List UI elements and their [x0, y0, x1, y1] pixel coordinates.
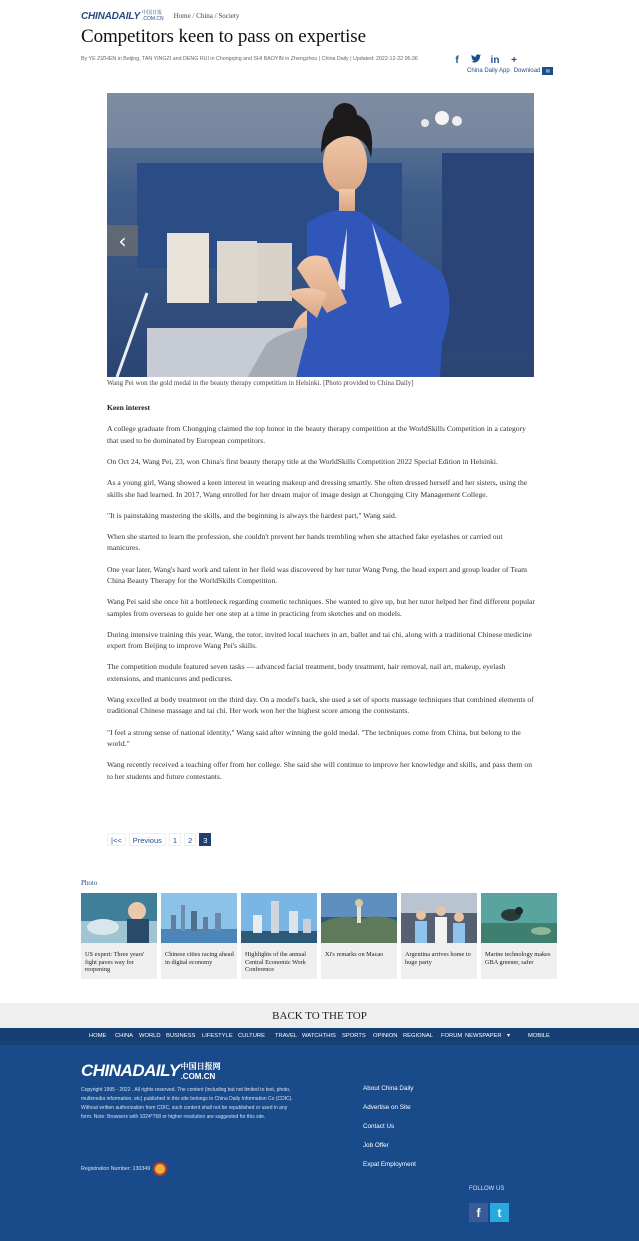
- footer-link-jobs[interactable]: Job Offer: [363, 1142, 389, 1149]
- gallery-item-title: Xi's remarks on Macao: [325, 951, 384, 958]
- gallery-thumbnail: [241, 893, 317, 943]
- footer-nav-lifestyle[interactable]: LIFESTYLE: [202, 1033, 233, 1039]
- breadcrumb-sep: /: [190, 12, 197, 20]
- pager-page-1[interactable]: 1: [169, 833, 181, 846]
- footer-nav-mobile[interactable]: MOBILE: [528, 1033, 550, 1039]
- registration-text: Registration Number: 130349: [81, 1166, 151, 1172]
- gallery-thumbnail: [161, 893, 237, 943]
- twitter-icon[interactable]: [471, 54, 481, 66]
- gallery-item-title: Highlights of the annual Central Economic Work Conference: [245, 951, 307, 974]
- photo-caption: Wang Pei won the gold medal in the beauty therapy competition in Helsinki. [Photo provided to China Daily]: [107, 379, 414, 387]
- article-paragraph: During intensive training this year, Wang, the tutor, invited local teachers in art, ballet and tai chi, along with a traditional Chinese medicine expert from Beijing to improve Wang Pei's skills.: [107, 629, 532, 651]
- article-paragraph: As a young girl, Wang showed a keen interest in wearing makeup and dressing smartly. She often dressed herself and her sisters, using the skills she had learned. In 2017, Wang enrolled for her dream major of image design at Chongqing City Management College.: [107, 478, 528, 499]
- breadcrumb-sep: /: [212, 12, 219, 20]
- download-label: Download: [513, 68, 541, 74]
- registration-badge-icon[interactable]: [153, 1162, 167, 1176]
- footer-logo-domain-text: .COM.CN: [180, 1072, 216, 1081]
- gallery-item[interactable]: [241, 893, 317, 979]
- plus-icon[interactable]: +: [511, 54, 517, 66]
- footer-nav-regional[interactable]: REGIONAL: [403, 1033, 433, 1039]
- footer-links: [363, 1085, 416, 1180]
- gallery-thumbnail: [401, 893, 477, 943]
- gallery-item[interactable]: [81, 893, 157, 979]
- article-subhead: Keen interest: [107, 403, 151, 412]
- copyright-text: Copyright 1995 - 2022 . All rights reserved. The content (including but not limited to text, photo, multimedia information, etc) published in this site belongs to China Daily Information Co (CDIC). Without written authorization from CDIC, such content shall not be republished or used in any form. Note: Browsers with 1024*768 or higher resolution are suggested for this site.: [81, 1087, 293, 1120]
- article-paragraph: "I feel a strong sense of national identity," Wang said after winning the gold medal. "The techniques come from China, but belong to the world.": [107, 727, 521, 749]
- download-link[interactable]: [514, 67, 554, 75]
- article-byline: By YE ZIZHEN in Beijing, TAN YINGZI and DENG RUI in Chongqing and SHI BAOYIN in Zhengzhou | China Daily | Updated: 2022-12-22 06:36: [81, 56, 418, 62]
- logo-domain-text: .COM.CN: [141, 16, 164, 22]
- follow-us-label: FOLLOW US: [469, 1186, 505, 1192]
- photo-prev-button[interactable]: [107, 225, 138, 256]
- footer-nav-newspaper[interactable]: NEWSPAPER: [465, 1033, 502, 1039]
- breadcrumb-society[interactable]: Society: [218, 12, 240, 20]
- footer-logo-cn-text: 中国日报网: [180, 1062, 221, 1071]
- article-paragraph: Wang recently received a teaching offer from her college. She said she will continue to improve her knowledge and skills, and pass them on to her students and future contestants.: [107, 760, 532, 781]
- gallery-item-title: Marine technology makes GBA greener, safer: [485, 951, 551, 966]
- china-daily-logo[interactable]: [81, 9, 164, 23]
- footer-nav: [0, 1028, 639, 1045]
- breadcrumb-home[interactable]: Home: [173, 12, 191, 20]
- pagination: [107, 833, 211, 846]
- footer-logo-sub: [181, 1061, 221, 1081]
- footer-nav-world[interactable]: WORLD: [139, 1033, 161, 1039]
- article-paragraph: Wang Pei said she once hit a bottleneck regarding cosmetic techniques. She wanted to give up, but her tutor helped her find different popular samples from overseas to guide her one step at a time in practicing from sketches and on models.: [107, 597, 535, 618]
- gallery-item-title: Chinese cities racing ahead in digital economy: [165, 951, 234, 966]
- app-download-icon: ▤: [542, 67, 553, 75]
- back-to-top-button[interactable]: BACK TO THE TOP: [0, 1003, 639, 1028]
- logo-sub: [142, 10, 164, 22]
- gallery-item[interactable]: [161, 893, 237, 979]
- logo-wordmark: CHINADAILY: [81, 10, 140, 22]
- footer-nav-sports[interactable]: SPORTS: [342, 1033, 366, 1039]
- gallery-item-title: Argentina arrives home to huge party: [405, 951, 471, 966]
- footer-nav-forum[interactable]: FORUM: [441, 1033, 463, 1039]
- footer: [0, 1028, 639, 1241]
- pager-first-button[interactable]: |<<: [107, 833, 126, 846]
- gallery-thumbnail: [321, 893, 397, 943]
- pager-previous-button[interactable]: Previous: [129, 833, 166, 846]
- footer-nav-culture[interactable]: CULTURE: [238, 1033, 265, 1039]
- article-paragraph: Wang excelled at body treatment on the third day. On a model's back, she used a set of sports massage techniques that combined elements of traditional Chinese massage and tai chi. Her work won her the highest score among the contestants.: [107, 695, 534, 716]
- article-paragraph: One year later, Wang's hard work and talent in her field was discovered by her tutor Wang Peng, the head expert and group leader of Team China Beauty Therapy for the WorldSkills Competition.: [107, 564, 527, 586]
- social-links: [469, 1203, 509, 1222]
- pager-page-2[interactable]: 2: [184, 833, 196, 846]
- chevron-left-icon: ‹: [118, 228, 127, 253]
- linkedin-icon[interactable]: in: [490, 54, 500, 66]
- article-photo: [107, 93, 534, 377]
- gallery-item[interactable]: [401, 893, 477, 979]
- footer-nav-opinion[interactable]: OPINION: [373, 1033, 398, 1039]
- china-daily-app-link[interactable]: China Daily App: [467, 68, 510, 74]
- gallery-thumbnail: [481, 893, 557, 943]
- footer-link-contact[interactable]: Contact Us: [363, 1123, 395, 1130]
- photo-gallery: [81, 893, 557, 979]
- article-paragraph: The competition module featured seven tasks — advanced facial treatment, body treatment, hair removal, nail art, makeup, eyelash extensions, and manicures and pedicures.: [107, 662, 506, 683]
- footer-link-advertise[interactable]: Advertise on Site: [363, 1104, 411, 1111]
- footer-logo[interactable]: [81, 1061, 221, 1081]
- article-title: Competitors keen to pass on expertise: [81, 26, 366, 47]
- article-body: [107, 402, 535, 792]
- breadcrumb-china[interactable]: China: [196, 12, 213, 20]
- footer-link-about[interactable]: About China Daily: [363, 1085, 414, 1092]
- photo-section-label[interactable]: Photo: [81, 879, 98, 887]
- facebook-icon[interactable]: f: [455, 54, 459, 66]
- article-paragraph: When she started to learn the profession, she couldn't prevent her hands trembling when she attached fake eyelashes or carried out manicures.: [107, 532, 503, 553]
- gallery-item-title: US expert: Three years' fight paves way for reopening: [85, 951, 145, 974]
- footer-nav-home[interactable]: HOME: [89, 1033, 107, 1039]
- logo-cn-text: 中国日报: [141, 10, 162, 16]
- share-bar: [452, 54, 519, 66]
- facebook-icon[interactable]: f: [469, 1203, 488, 1222]
- article-paragraph: A college graduate from Chongqing claimed the top honor in the beauty therapy competition at the WorldSkills Competition in a category that used to be dominated by European competitors.: [107, 424, 526, 445]
- footer-nav-travel[interactable]: TRAVEL: [275, 1033, 298, 1039]
- chevron-down-icon[interactable]: ▾: [507, 1033, 510, 1039]
- gallery-thumbnail: [81, 893, 157, 943]
- app-links: [467, 67, 553, 75]
- footer-logo-wordmark: CHINADAILY: [81, 1061, 180, 1080]
- footer-nav-business[interactable]: BUSINESS: [166, 1033, 196, 1039]
- footer-link-expat[interactable]: Expat Employment: [363, 1161, 416, 1168]
- article-paragraph: "It is painstaking mastering the skills, and the beginning is always the hardest part," Wang said.: [107, 510, 397, 520]
- gallery-item[interactable]: [481, 893, 557, 979]
- footer-nav-china[interactable]: CHINA: [115, 1033, 134, 1039]
- footer-nav-watchthis[interactable]: WATCHTHIS: [302, 1033, 336, 1039]
- top-bar: [81, 9, 239, 23]
- registration-number: [81, 1162, 167, 1176]
- pager-page-3-current[interactable]: 3: [199, 833, 211, 846]
- gallery-item[interactable]: [321, 893, 397, 979]
- twitter-icon[interactable]: t: [490, 1203, 509, 1222]
- breadcrumb: [174, 12, 240, 20]
- article-paragraph: On Oct 24, Wang Pei, 23, won China's first beauty therapy title at the WorldSkills Competition 2022 Special Edition in Helsinki.: [107, 457, 498, 467]
